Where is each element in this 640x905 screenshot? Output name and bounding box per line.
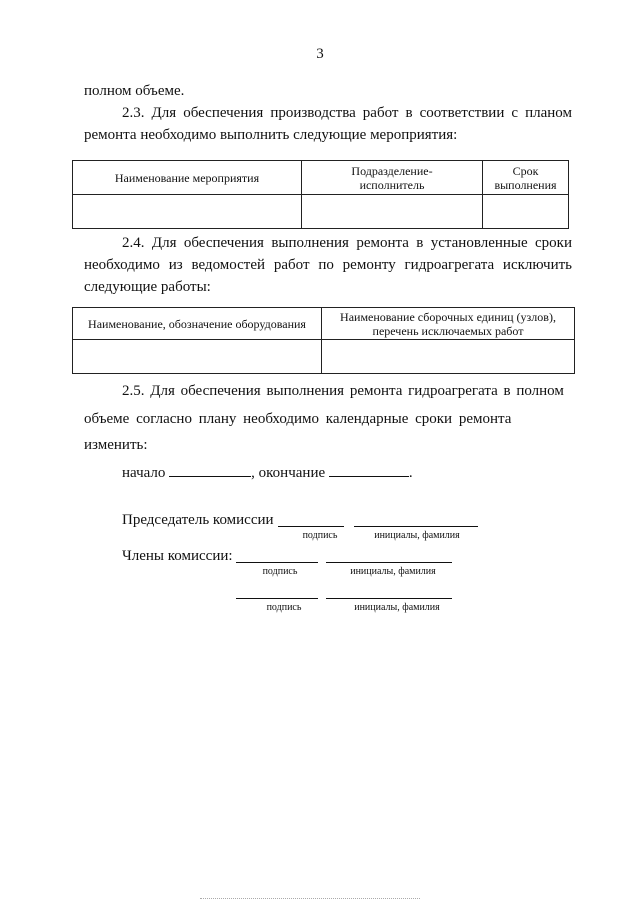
member1-signature-line[interactable]: [236, 562, 318, 563]
table-header-executor: Подразделение-исполнитель: [302, 161, 483, 195]
section-2-4-text: 2.4. Для обеспечения выполнения ремонта в установленные сроки необходимо из ведомостей работ по ремонту гидроагрегата исключить следующие работы:: [84, 235, 572, 295]
members-label: Члены комиссии:: [122, 548, 233, 564]
member2-name-line[interactable]: [326, 598, 452, 599]
section-2-5-line1: 2.5. Для обеспечения выполнения ремонта гидроагрегата в полном: [122, 383, 564, 399]
table-cell-empty: [73, 340, 322, 374]
chairman-label: Председатель комиссии: [122, 512, 274, 528]
start-date-blank[interactable]: [169, 462, 251, 477]
member2-signature-caption: подпись: [266, 602, 302, 613]
section-2-3-text: 2.3. Для обеспечения производства работ в соответствии с планом ремонта необходимо выполнить следующие мероприятия:: [84, 105, 572, 143]
scan-edge-mark: [200, 898, 420, 901]
member2-name-caption: инициалы, фамилия: [354, 602, 440, 613]
paragraph-continuation: полном объеме.: [84, 83, 185, 99]
table-header-units-works: Наименование сборочных единиц (узлов), перечень исключаемых работ: [322, 308, 575, 340]
measures-table: [72, 160, 569, 229]
page-number: 3: [316, 46, 324, 62]
dates-line: [122, 462, 413, 482]
chairman-signature-caption: подпись: [302, 530, 338, 541]
member2-signature-line[interactable]: [236, 598, 318, 599]
section-2-5-line3: изменить:: [84, 437, 148, 453]
table-cell-empty: [302, 195, 483, 229]
member1-name-caption: инициалы, фамилия: [350, 566, 436, 577]
excluded-works-table: [72, 307, 575, 374]
table-cell-empty: [322, 340, 575, 374]
end-label: , окончание: [251, 465, 326, 481]
member1-name-line[interactable]: [326, 562, 452, 563]
table-header-measure-name: Наименование мероприятия: [73, 161, 302, 195]
end-date-blank[interactable]: [329, 462, 409, 477]
end-punct: .: [408, 465, 413, 481]
start-label: начало: [122, 465, 166, 481]
table-cell-empty: [483, 195, 569, 229]
table-cell-empty: [73, 195, 302, 229]
member1-signature-caption: подпись: [262, 566, 298, 577]
chairman-name-line[interactable]: [354, 526, 478, 527]
chairman-name-caption: инициалы, фамилия: [374, 530, 460, 541]
table-header-deadline: Срок выполнения: [483, 161, 569, 195]
section-2-5-line2: объеме согласно плану необходимо календарные сроки ремонта: [84, 411, 512, 427]
chairman-signature-line[interactable]: [278, 526, 344, 527]
table-header-equipment: Наименование, обозначение оборудования: [73, 308, 322, 340]
